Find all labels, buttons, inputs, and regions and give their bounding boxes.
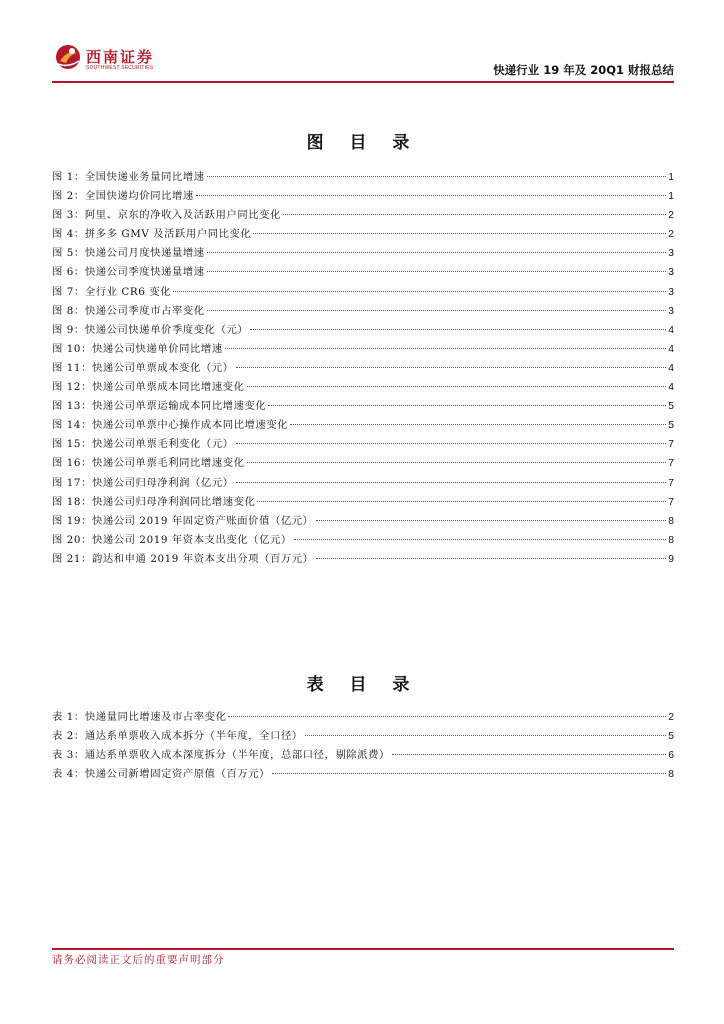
toc-entry-page[interactable]: 5: [668, 420, 674, 432]
logo-text-cn: 西南证券: [86, 48, 155, 66]
toc-leader-dots: [247, 462, 667, 463]
toc-leader-dots: [272, 773, 666, 774]
page-header: [52, 40, 674, 84]
toc-entry-page[interactable]: 9: [668, 553, 674, 565]
toc-entry-label[interactable]: 图 8：快递公司季度市占率变化: [52, 304, 205, 317]
toc-leader-dots: [250, 329, 666, 330]
figure-toc-entry[interactable]: [52, 397, 674, 416]
toc-entry-label[interactable]: 图 1：全国快递业务量同比增速: [52, 171, 205, 183]
toc-entry-page[interactable]: 3: [668, 305, 674, 317]
toc-entry-label[interactable]: 表 2：通达系单票收入成本拆分（半年度，全口径）: [52, 730, 303, 743]
toc-entry-page[interactable]: 6: [668, 750, 674, 762]
header-divider: [52, 81, 674, 83]
toc-entry-label[interactable]: 图 6：快递公司季度快递量增速: [52, 266, 205, 279]
toc-entry-page[interactable]: 4: [668, 324, 674, 336]
logo-text-en: SOUTHWEST SECURITIES: [86, 65, 154, 71]
toc-entry-page[interactable]: 2: [668, 210, 674, 222]
figure-toc-entry[interactable]: [52, 225, 674, 244]
toc-leader-dots: [236, 443, 667, 444]
toc-entry-label[interactable]: 图 11：快递公司单票成本变化（元）: [52, 361, 234, 374]
company-logo: [52, 40, 172, 80]
toc-entry-page[interactable]: 8: [668, 534, 674, 546]
toc-entry-page[interactable]: 8: [668, 515, 674, 527]
table-toc-entry[interactable]: [52, 727, 674, 746]
toc-entry-page[interactable]: 2: [668, 712, 674, 723]
toc-entry-label[interactable]: 图 5：快递公司月度快递量增速: [52, 247, 205, 260]
figure-toc-entry[interactable]: [52, 187, 674, 206]
tables-toc: [52, 708, 674, 784]
toc-entry-label[interactable]: 图 12：快递公司单票成本同比增速变化: [52, 381, 245, 394]
toc-leader-dots: [196, 195, 666, 196]
toc-leader-dots: [207, 310, 667, 311]
table-toc-entry[interactable]: [52, 746, 674, 765]
figure-toc-entry[interactable]: [52, 454, 674, 473]
toc-entry-label[interactable]: 图 20：快递公司 2019 年资本支出变化（亿元）: [52, 533, 292, 546]
toc-entry-label[interactable]: 图 15：快递公司单票毛利变化（元）: [52, 438, 234, 451]
toc-entry-page[interactable]: 2: [668, 229, 674, 241]
toc-entry-page[interactable]: 1: [668, 191, 674, 203]
figure-toc-entry[interactable]: [52, 474, 674, 493]
toc-entry-label[interactable]: 表 1：快递量同比增速及市占率变化: [52, 711, 227, 723]
figure-toc-entry[interactable]: [52, 302, 674, 321]
toc-entry-page[interactable]: 7: [668, 458, 674, 470]
figure-toc-entry[interactable]: [52, 340, 674, 359]
figure-toc-entry[interactable]: [52, 168, 674, 187]
toc-leader-dots: [268, 405, 666, 406]
table-toc-entry[interactable]: [52, 765, 674, 784]
figure-toc-entry[interactable]: [52, 550, 674, 569]
disclaimer-note: 请务必阅读正文后的重要声明部分: [52, 954, 225, 966]
figure-toc-entry[interactable]: [52, 512, 674, 531]
toc-entry-label[interactable]: 图 7：全行业 CR6 变化: [52, 285, 172, 298]
figure-toc-entry[interactable]: [52, 416, 674, 435]
toc-leader-dots: [290, 424, 666, 425]
toc-entry-page[interactable]: 3: [668, 286, 674, 298]
toc-leader-dots: [207, 252, 667, 253]
toc-entry-label[interactable]: 图 18：快递公司归母净利润同比增速变化: [52, 495, 256, 508]
toc-entry-label[interactable]: 表 4：快递公司新增固定资产原值（百万元）: [52, 768, 271, 781]
toc-entry-page[interactable]: 3: [668, 267, 674, 279]
toc-entry-label[interactable]: 图 2：全国快递均价同比增速: [52, 190, 194, 203]
toc-leader-dots: [392, 754, 666, 755]
toc-entry-label[interactable]: 图 16：快递公司单票毛利同比增速变化: [52, 457, 245, 470]
toc-leader-dots: [305, 735, 667, 736]
figure-toc-entry[interactable]: [52, 244, 674, 263]
toc-entry-label[interactable]: 图 19：快递公司 2019 年固定资产账面价值（亿元）: [52, 514, 314, 527]
toc-leader-dots: [228, 716, 666, 717]
toc-entry-label[interactable]: 图 13：快递公司单票运输成本同比增速变化: [52, 400, 267, 413]
toc-leader-dots: [316, 558, 667, 559]
figure-toc-entry[interactable]: [52, 283, 674, 302]
toc-leader-dots: [207, 271, 667, 272]
toc-entry-page[interactable]: 7: [668, 439, 674, 451]
toc-leader-dots: [207, 176, 667, 177]
toc-entry-label[interactable]: 图 9：快递公司快递单价季度变化（元）: [52, 323, 249, 336]
toc-entry-page[interactable]: 1: [668, 172, 674, 183]
toc-leader-dots: [225, 348, 667, 349]
figure-toc-entry[interactable]: [52, 531, 674, 550]
table-toc-entry[interactable]: [52, 708, 674, 727]
toc-leader-dots: [316, 520, 667, 521]
figure-toc-entry[interactable]: [52, 359, 674, 378]
toc-leader-dots: [253, 233, 666, 234]
logo-emblem-icon: [54, 42, 82, 72]
toc-leader-dots: [236, 482, 667, 483]
toc-entry-page[interactable]: 7: [668, 496, 674, 508]
toc-entry-label[interactable]: 图 4：拼多多 GMV 及活跃用户同比变化: [52, 228, 252, 241]
toc-entry-page[interactable]: 7: [668, 477, 674, 489]
toc-entry-label[interactable]: 图 17：快递公司归母净利润（亿元）: [52, 476, 234, 489]
figure-toc-entry[interactable]: [52, 321, 674, 340]
figures-toc-title: 图 目 录: [306, 133, 420, 153]
toc-entry-page[interactable]: 5: [668, 731, 674, 743]
toc-entry-label[interactable]: 图 10：快递公司快递单价同比增速: [52, 342, 223, 355]
toc-leader-dots: [236, 367, 667, 368]
figure-toc-entry[interactable]: [52, 206, 674, 225]
toc-leader-dots: [173, 291, 666, 292]
toc-entry-page[interactable]: 4: [668, 382, 674, 394]
footer-divider: [52, 948, 674, 950]
report-title: 快递行业 19 年及 20Q1 财报总结: [493, 63, 674, 77]
figures-toc: [52, 168, 674, 569]
toc-entry-label[interactable]: 图 3：阿里、京东的净收入及活跃用户同比变化: [52, 209, 281, 222]
toc-entry-label[interactable]: 图 21：韵达和申通 2019 年资本支出分项（百万元）: [52, 552, 314, 565]
toc-entry-page[interactable]: 4: [668, 362, 674, 374]
figure-toc-entry[interactable]: [52, 435, 674, 454]
figure-toc-entry[interactable]: [52, 378, 674, 397]
figure-toc-entry[interactable]: [52, 263, 674, 282]
toc-entry-label[interactable]: 图 14：快递公司单票中心操作成本同比增速变化: [52, 419, 289, 432]
toc-leader-dots: [257, 501, 666, 502]
toc-leader-dots: [294, 539, 666, 540]
toc-entry-page[interactable]: 5: [668, 401, 674, 413]
toc-leader-dots: [283, 214, 666, 215]
toc-entry-label[interactable]: 表 3：通达系单票收入成本深度拆分（半年度，总部口径，剔除派费）: [52, 749, 390, 762]
toc-entry-page[interactable]: 4: [668, 343, 674, 355]
toc-entry-page[interactable]: 8: [668, 769, 674, 781]
toc-entry-page[interactable]: 3: [668, 248, 674, 260]
figure-toc-entry[interactable]: [52, 493, 674, 512]
toc-leader-dots: [247, 386, 667, 387]
tables-toc-title: 表 目 录: [306, 675, 420, 695]
